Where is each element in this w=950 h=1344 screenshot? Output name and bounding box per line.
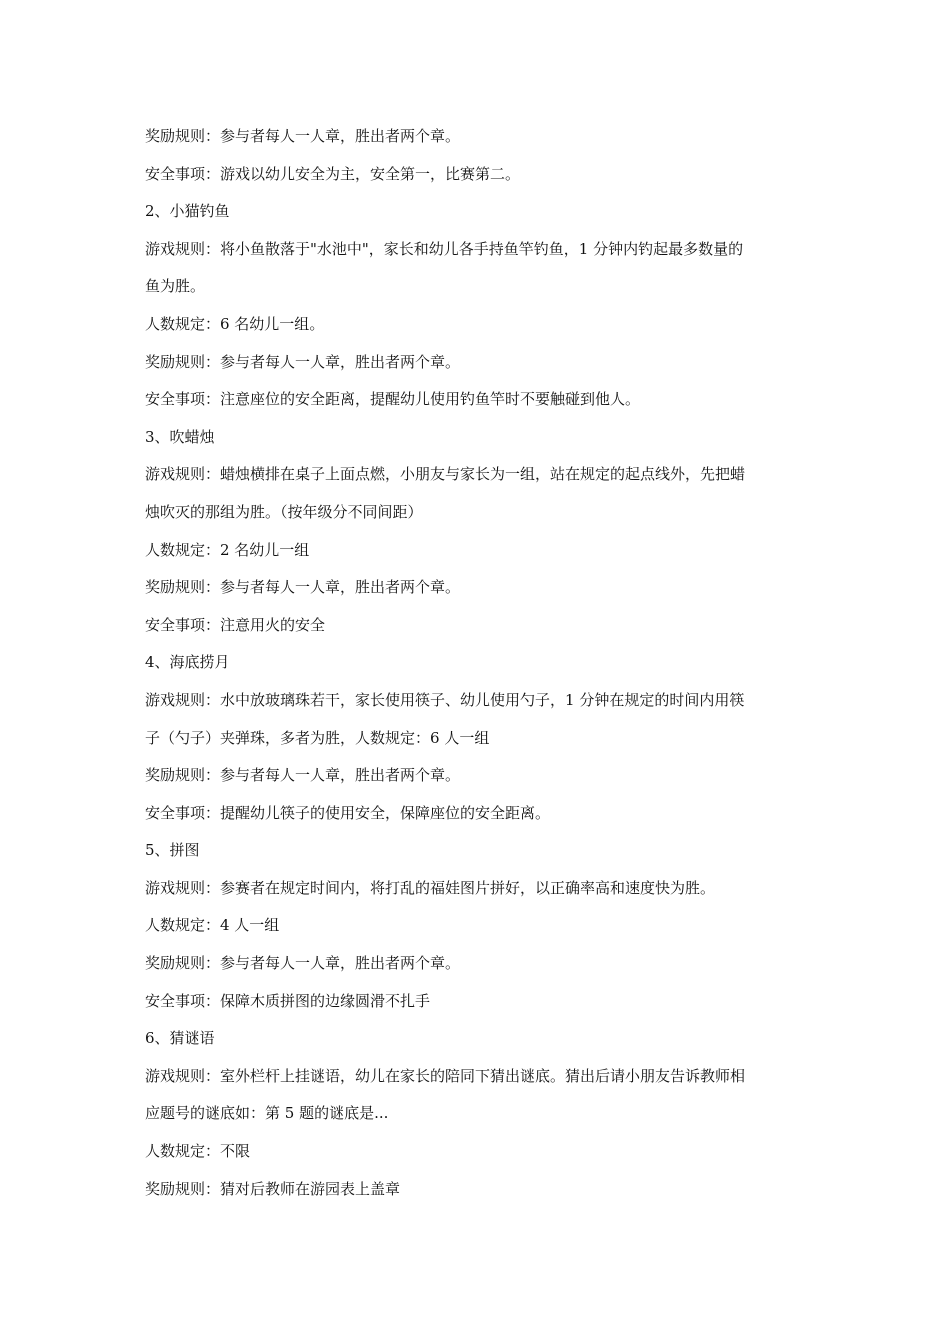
text-line: 游戏规则：室外栏杆上挂谜语，幼儿在家长的陪同下猜出谜底。猜出后请小朋友告诉教师相 [145,1066,746,1085]
text-line: 奖励规则：参与者每人一人章，胜出者两个章。 [145,578,461,597]
text-line: 安全事项：注意座位的安全距离，提醒幼儿使用钓鱼竿时不要触碰到他人。 [145,390,641,409]
text-line: 游戏规则：将小鱼散落于"水池中"，家长和幼儿各手持鱼竿钓鱼，1 分钟内钓起最多数量的 [145,239,744,258]
text-line: 奖励规则：参与者每人一人章，胜出者两个章。 [145,127,461,145]
text-line: 人数规定：不限 [145,1142,251,1161]
text-line: 人数规定：2 名幼儿一组 [145,540,310,559]
text-line: 子（勺子）夹弹珠，多者为胜，人数规定：6 人一组 [145,728,490,747]
text-line: 安全事项：提醒幼儿筷子的使用安全，保障座位的安全距离。 [145,803,551,822]
section-heading: 4、海底捞月 [145,653,230,672]
text-line: 人数规定：6 名幼儿一组。 [145,314,325,333]
text-line: 奖励规则：参与者每人一人章，胜出者两个章。 [145,766,461,785]
document-body [145,118,815,1208]
section-heading: 3、吹蜡烛 [145,427,215,446]
text-line: 游戏规则：蜡烛横排在桌子上面点燃，小朋友与家长为一组，站在规定的起点线外，先把蜡 [145,465,746,484]
text-line: 应题号的谜底如：第 5 题的谜底是... [145,1104,389,1123]
text-line: 安全事项：注意用火的安全 [145,615,326,634]
text-line: 人数规定：4 人一组 [145,916,280,935]
section-heading: 6、猜谜语 [145,1029,215,1048]
text-line: 奖励规则：猜对后教师在游园表上盖章 [145,1179,401,1198]
text-line: 奖励规则：参与者每人一人章，胜出者两个章。 [145,954,461,973]
text-line: 安全事项：保障木质拼图的边缘圆滑不扎手 [145,991,431,1010]
section-heading: 5、拼图 [145,841,200,860]
text-line: 安全事项：游戏以幼儿安全为主，安全第一，比赛第二。 [145,164,521,183]
text-line: 鱼为胜。 [145,277,206,296]
text-line: 游戏规则：参赛者在规定时间内，将打乱的福娃图片拼好，以正确率高和速度快为胜。 [145,878,716,897]
text-line: 烛吹灭的那组为胜。（按年级分不同间距） [145,502,423,521]
text-line: 游戏规则：水中放玻璃珠若干，家长使用筷子、幼儿使用勺子，1 分钟在规定的时间内用筷 [145,690,745,709]
text-line: 奖励规则：参与者每人一人章，胜出者两个章。 [145,352,461,371]
section-heading: 2、小猫钓鱼 [145,202,230,221]
